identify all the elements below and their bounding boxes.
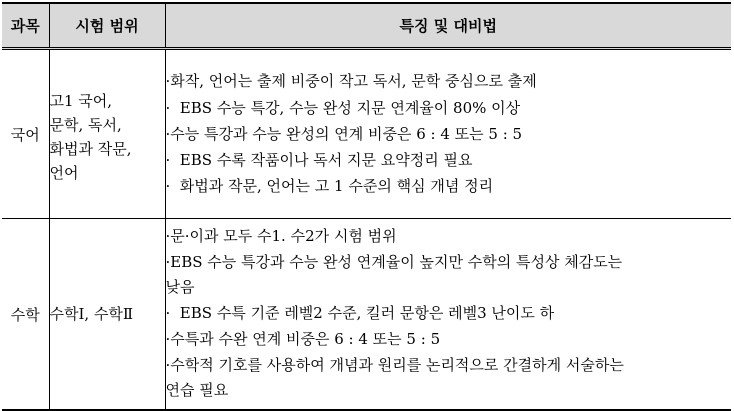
feature-item: · EBS 수특 기준 레벨2 수준, 킬러 문항은 레벨3 난이도 하 bbox=[165, 304, 555, 323]
feature-item: ·화작, 언어는 출제 비중이 작고 독서, 문학 중심으로 출제 bbox=[165, 72, 537, 91]
range-line: 고1 국어, bbox=[49, 92, 113, 110]
header-features: 특징 및 대비법 bbox=[165, 3, 731, 49]
feature-item: · EBS 수록 작품이나 독서 지문 요약정리 필요 bbox=[165, 151, 473, 170]
table-row-korean bbox=[2, 49, 731, 219]
feature-item: ·EBS 수능 특강과 수능 완성 연계율이 높지만 수학의 특성상 체감도는 bbox=[165, 252, 623, 271]
range-cell bbox=[49, 49, 165, 219]
features-cell bbox=[165, 219, 731, 411]
range-line: 문학, 독서, bbox=[49, 116, 122, 134]
features-list bbox=[166, 224, 732, 405]
feature-item: ·수특과 수완 연계 비중은 6 : 4 또는 5 : 5 bbox=[165, 329, 441, 348]
feature-item: · 화법과 작문, 언어는 고 1 수준의 핵심 개념 정리 bbox=[165, 177, 494, 196]
range-line: 화법과 작문, bbox=[49, 140, 132, 158]
header-subject: 과목 bbox=[2, 3, 49, 49]
features-list bbox=[166, 68, 732, 199]
feature-item: · EBS 수능 특강, 수능 완성 지문 연계율이 80% 이상 bbox=[165, 98, 521, 117]
table-row-math bbox=[2, 219, 731, 411]
header-range: 시험 범위 bbox=[49, 3, 165, 49]
features-cell bbox=[165, 49, 731, 219]
feature-item: 낮음 bbox=[165, 278, 195, 297]
range-cell bbox=[49, 219, 165, 411]
header-row bbox=[2, 3, 731, 49]
feature-item: 연습 필요 bbox=[165, 381, 229, 400]
study-table bbox=[2, 2, 731, 411]
subject-cell: 국어 bbox=[2, 49, 49, 219]
range-line: 언어 bbox=[49, 164, 79, 182]
feature-item: ·수학적 기호를 사용하여 개념과 원리를 논리적으로 간결하게 서술하는 bbox=[165, 355, 624, 374]
range-line: 수학Ⅰ, 수학Ⅱ bbox=[49, 305, 134, 323]
subject-cell: 수학 bbox=[2, 219, 49, 411]
feature-item: ·문·이과 모두 수1. 수2가 시험 범위 bbox=[165, 226, 397, 245]
feature-item: ·수능 특강과 수능 완성의 연계 비중은 6 : 4 또는 5 : 5 bbox=[165, 124, 523, 143]
